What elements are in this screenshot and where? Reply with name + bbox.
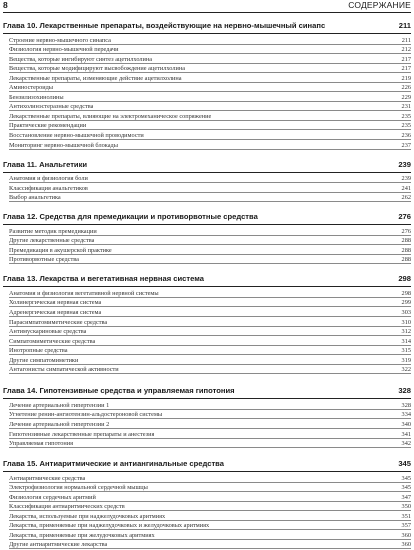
toc-entry [9, 307, 411, 317]
entry-page-number: 319 [401, 356, 411, 364]
entry-page-number: 303 [401, 309, 411, 317]
toc-entry [9, 111, 411, 121]
entry-title: Холинергическая нервная система [9, 299, 102, 307]
entry-title: Гипотензивные лекарственные препараты и анестезия [9, 430, 155, 438]
entry-title: Практические рекомендации [9, 122, 87, 130]
chapter-page-number: 276 [398, 212, 411, 222]
entry-page-number: 288 [401, 256, 411, 264]
entry-page-number: 298 [401, 289, 411, 297]
toc-entry [9, 140, 411, 150]
toc-entry [9, 245, 411, 255]
chapter-title: Глава 13. Лекарства и вегетативная нервная система [3, 274, 204, 284]
entry-page-number: 219 [401, 74, 411, 82]
entry-page-number: 239 [401, 175, 411, 183]
entry-title: Вещества, которые ингибируют синтез ацетилхолина [9, 55, 153, 63]
toc-entry [9, 298, 411, 308]
toc-entry [9, 35, 411, 45]
entry-page-number: 288 [401, 237, 411, 245]
entry-page-number: 235 [401, 112, 411, 120]
entry-title: Лечение артериальной гипертензии 1 [9, 401, 110, 409]
toc-chapter [3, 159, 411, 203]
entry-title: Лекарственные препараты, изменяющие действие ацетилхолина [9, 74, 182, 82]
toc-entry [9, 83, 411, 93]
chapter-page-number: 298 [398, 274, 411, 284]
toc-entry [9, 540, 411, 550]
entry-page-number: 229 [401, 93, 411, 101]
entry-page-number: 262 [401, 194, 411, 202]
toc-entry [9, 521, 411, 531]
chapter-heading [3, 458, 411, 469]
toc-entry [9, 429, 411, 439]
entry-page-number: 237 [401, 141, 411, 149]
entry-page-number: 334 [401, 411, 411, 419]
entry-page-number: 360 [401, 531, 411, 539]
entry-title: Адренергическая нервная система [9, 309, 102, 317]
entry-title: Выбор анальгетика [9, 194, 61, 202]
entry-title: Мониторинг нервно-мышечной блокады [9, 141, 118, 149]
toc-entry [9, 193, 411, 203]
entry-title: Другие симпатомиметики [9, 356, 79, 364]
entry-page-number: 231 [401, 103, 411, 111]
chapter-title: Глава 14. Гипотензивные средства и управляемая гипотония [3, 386, 235, 396]
chapter-page-number: 328 [398, 386, 411, 396]
entry-page-number: 350 [401, 503, 411, 511]
entry-title: Лечение артериальной гипертензии 2 [9, 420, 110, 428]
entry-title: Электрофизиология нормальной сердечной мышцы [9, 484, 148, 492]
chapter-title: Глава 10. Лекарственные препараты, воздействующие на нервно-мышечный синапс [3, 21, 326, 30]
entry-title: Лекарства, применяемые при желудочковых аритмиях [9, 531, 155, 539]
toc-entry [9, 92, 411, 102]
toc-entry [9, 73, 411, 83]
entry-page-number: 288 [401, 246, 411, 254]
entry-title: Антагонисты симпатической активности [9, 366, 119, 374]
toc-entry [9, 410, 411, 420]
chapter-page-number: 345 [398, 459, 411, 469]
toc-entry [9, 492, 411, 502]
entry-list [9, 226, 411, 264]
chapter-heading [3, 385, 411, 396]
toc-entry [9, 130, 411, 140]
entry-page-number: 217 [401, 55, 411, 63]
entry-title: Бензилизохинолины [9, 93, 64, 101]
entry-title: Лекарственные препараты, влияющие на электромеханическое сопряжение [9, 112, 212, 120]
entry-page-number: 312 [401, 328, 411, 336]
chapter-divider [3, 224, 411, 225]
toc-entry [9, 355, 411, 365]
entry-title: Инотропные средства [9, 347, 68, 355]
chapter-page-number: 239 [398, 159, 411, 169]
entry-title: Премедикация в акушерской практике [9, 246, 112, 254]
entry-page-number: 235 [401, 122, 411, 130]
entry-page-number: 217 [401, 65, 411, 73]
running-title: СОДЕРЖАНИЕ [348, 0, 411, 10]
entry-title: Строение нервно-мышечного синапса [9, 36, 111, 44]
toc-chapter [3, 273, 411, 374]
entry-title: Анатомия и физиология боли [9, 175, 88, 183]
entry-title: Анатомия и физиология вегетативной нервной системы [9, 289, 159, 297]
entry-page-number: 345 [401, 484, 411, 492]
toc-entry [9, 226, 411, 236]
toc-chapter [3, 20, 411, 150]
entry-title: Другие лекарственные средства [9, 237, 95, 245]
entry-page-number: 328 [401, 401, 411, 409]
entry-title: Антихолинэстеразные средства [9, 103, 94, 111]
chapter-divider [3, 172, 411, 173]
entry-list [9, 35, 411, 150]
chapter-divider [3, 286, 411, 287]
entry-title: Восстановление нервно-мышечной проводимости [9, 132, 144, 140]
entry-page-number: 340 [401, 420, 411, 428]
entry-title: Аминостероиды [9, 84, 54, 92]
entry-page-number: 299 [401, 299, 411, 307]
entry-list [9, 174, 411, 203]
entry-page-number: 241 [401, 184, 411, 192]
entry-list [9, 288, 411, 374]
entry-page-number: 345 [401, 474, 411, 482]
entry-title: Антиаритмические средства [9, 474, 86, 482]
toc-entry [9, 327, 411, 337]
entry-page-number: 236 [401, 132, 411, 140]
toc-chapter [3, 458, 411, 549]
page-header [3, 0, 411, 13]
toc-entry [9, 530, 411, 540]
entry-page-number: 351 [401, 512, 411, 520]
entry-page-number: 276 [401, 227, 411, 235]
entry-list [9, 400, 411, 448]
chapter-divider [3, 471, 411, 472]
toc-entry [9, 419, 411, 429]
toc-chapter [3, 385, 411, 448]
entry-page-number: 310 [401, 318, 411, 326]
chapter-title: Глава 11. Анальгетики [3, 159, 88, 169]
entry-title: Физиология сердечных аритмий [9, 493, 96, 501]
toc-entry [9, 54, 411, 64]
entry-page-number: 212 [401, 46, 411, 54]
chapter-heading [3, 273, 411, 284]
chapter-heading [3, 20, 411, 31]
entry-title: Вещества, которые модифицируют высвобождение ацетилхолина [9, 65, 186, 73]
toc-entry [9, 511, 411, 521]
toc-entry [9, 473, 411, 483]
toc-entry [9, 64, 411, 74]
entry-title: Управляемая гипотония [9, 440, 73, 448]
toc-entry [9, 102, 411, 112]
chapter-divider [3, 398, 411, 399]
chapter-title: Глава 15. Антиаритмические и антиангинальные средства [3, 459, 224, 469]
entry-title: Классификация антиаритмических средств [9, 503, 125, 511]
entry-title: Симпатомиметические средства [9, 337, 96, 345]
toc-entry [9, 45, 411, 55]
entry-title: Лекарства, используемые при наджелудочковых аритмиях [9, 512, 166, 520]
entry-page-number: 314 [401, 337, 411, 345]
entry-page-number: 211 [401, 36, 411, 44]
entry-title: Антимускариновые средства [9, 328, 87, 336]
toc-entry [9, 502, 411, 512]
toc-entry [9, 288, 411, 298]
entry-title: Классификация анальгетиков [9, 184, 88, 192]
entry-title: Парасимпатомиметические средства [9, 318, 108, 326]
chapter-page-number: 211 [398, 21, 411, 30]
toc-entry [9, 121, 411, 131]
entry-list [9, 473, 411, 549]
entry-page-number: 360 [401, 541, 411, 549]
toc-entry [9, 236, 411, 246]
entry-page-number: 315 [401, 347, 411, 355]
toc-entry [9, 483, 411, 493]
page-number: 8 [3, 0, 8, 10]
entry-page-number: 342 [401, 440, 411, 448]
chapter-heading [3, 211, 411, 222]
toc-chapter [3, 211, 411, 264]
entry-title: Развитие методик премедикации [9, 227, 97, 235]
table-of-contents [3, 20, 411, 549]
entry-title: Противорвотные средства [9, 256, 79, 264]
entry-title: Другие антиаритмические лекарства [9, 541, 108, 549]
toc-entry [9, 439, 411, 449]
toc-entry [9, 365, 411, 375]
entry-page-number: 341 [401, 430, 411, 438]
toc-entry [9, 317, 411, 327]
toc-entry [9, 183, 411, 193]
toc-entry [9, 174, 411, 184]
toc-entry [9, 400, 411, 410]
entry-title: Физиология нервно-мышечной передачи [9, 46, 119, 54]
chapter-heading [3, 159, 411, 170]
entry-page-number: 226 [401, 84, 411, 92]
entry-page-number: 322 [401, 366, 411, 374]
entry-title: Угнетение ренин-ангиотензин-альдостероновой системы [9, 411, 163, 419]
entry-page-number: 357 [401, 522, 411, 530]
chapter-title: Глава 12. Средства для премедикации и противорвотные средства [3, 212, 258, 222]
entry-page-number: 347 [401, 493, 411, 501]
entry-title: Лекарства, применяемые при наджелудочковых и желудочковых аритмиях [9, 522, 210, 530]
toc-entry [9, 346, 411, 356]
toc-entry [9, 255, 411, 265]
chapter-divider [3, 33, 411, 34]
toc-entry [9, 336, 411, 346]
